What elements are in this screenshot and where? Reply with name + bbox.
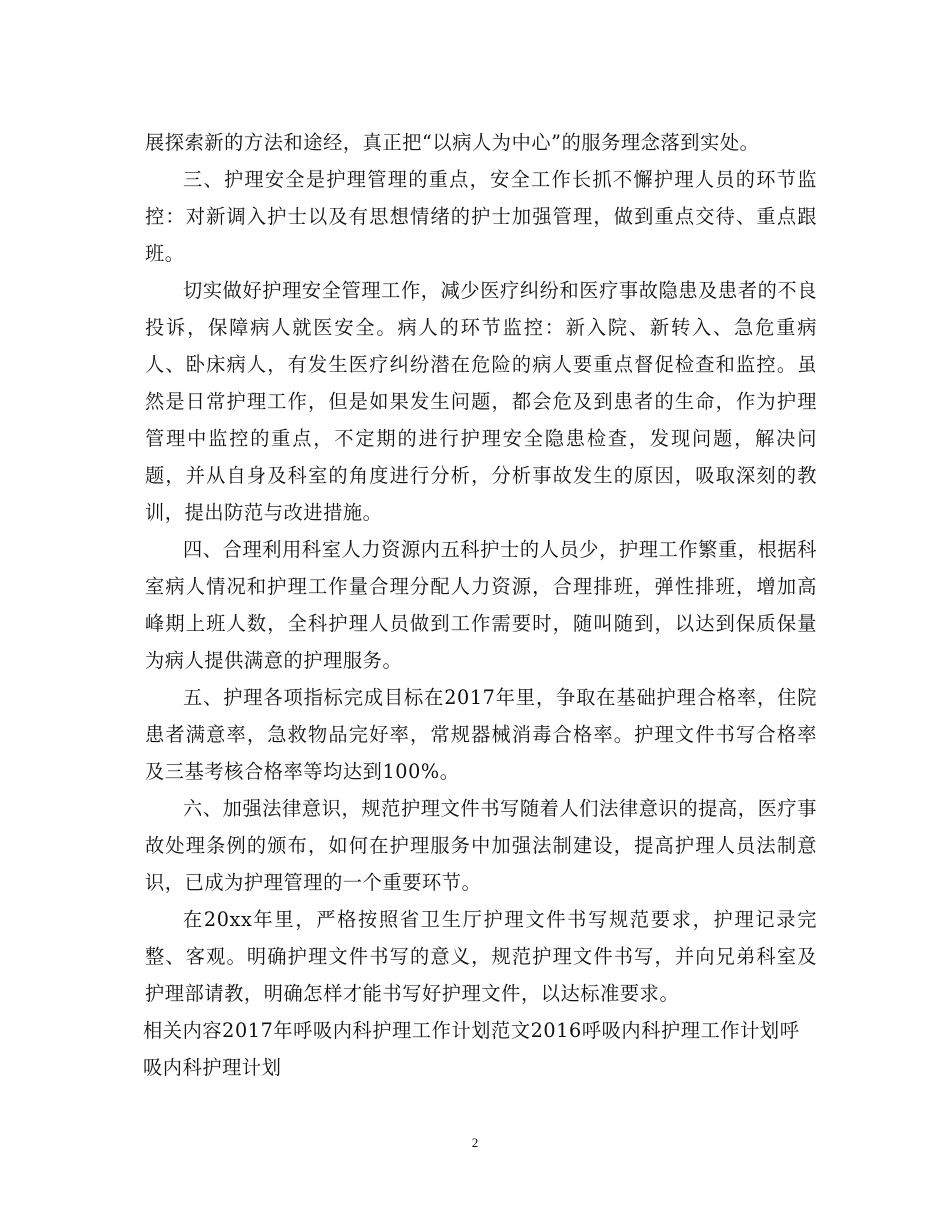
related-content-line: 相关内容2017年呼吸内科护理工作计划范文2016呼吸内科护理工作计划呼吸内科护理计划 — [143, 1019, 800, 1079]
paragraph-documentation: 在20xx年里，严格按照省卫生厅护理文件书写规范要求，护理记录完整、客观。明确护理文件书写的意义，规范护理文件书写，并向兄弟科室及护理部请教，明确怎样才能书写好护理文件，以达标准要求。 — [145, 908, 817, 1005]
paragraph-section-six: 六、加强法律意识，规范护理文件书写随着人们法律意识的提高，医疗事故处理条例的颁布，如何在护理服务中加强法制建设，提高护理人员法制意识，已成为护理管理的一个重要环节。 — [145, 797, 817, 894]
page-number: 2 — [471, 1135, 479, 1150]
paragraph-section-three: 三、护理安全是护理管理的重点，安全工作长抓不懈护理人员的环节监控：对新调入护士以及有思想情绪的护士加强管理，做到重点交待、重点跟班。 — [145, 168, 817, 265]
paragraph-safety-management: 切实做好护理安全管理工作，减少医疗纠纷和医疗事故隐患及患者的不良投诉，保障病人就医安全。病人的环节监控：新入院、新转入、急危重病人、卧床病人，有发生医疗纠纷潜在危险的病人要重点督促检查和监控。虽然是日常护理工作，但是如果发生问题，都会危及到患者的生命，作为护理管理中监控的重点，不定期的进行护理安全隐患检查，发现问题，解决问题，并从自身及科室的角度进行分析，分析事故发生的原因，吸取深刻的教训，提出防范与改进措施。 — [145, 279, 817, 524]
paragraph-continuation: 展探索新的方法和途经，真正把“以病人为中心”的服务理念落到实处。 — [145, 131, 760, 154]
paragraph-section-five: 五、护理各项指标完成目标在2017年里，争取在基础护理合格率，住院患者满意率，急救物品完好率，常规器械消毒合格率。护理文件书写合格率及三基考核合格率等均达到100%。 — [145, 686, 817, 783]
paragraph-section-four: 四、合理利用科室人力资源内五科护士的人员少，护理工作繁重，根据科室病人情况和护理工作量合理分配人力资源，合理排班，弹性排班，增加高峰期上班人数，全科护理人员做到工作需要时，随叫随到，以达到保质保量为病人提供满意的护理服务。 — [145, 538, 817, 672]
document-body — [145, 124, 817, 1086]
